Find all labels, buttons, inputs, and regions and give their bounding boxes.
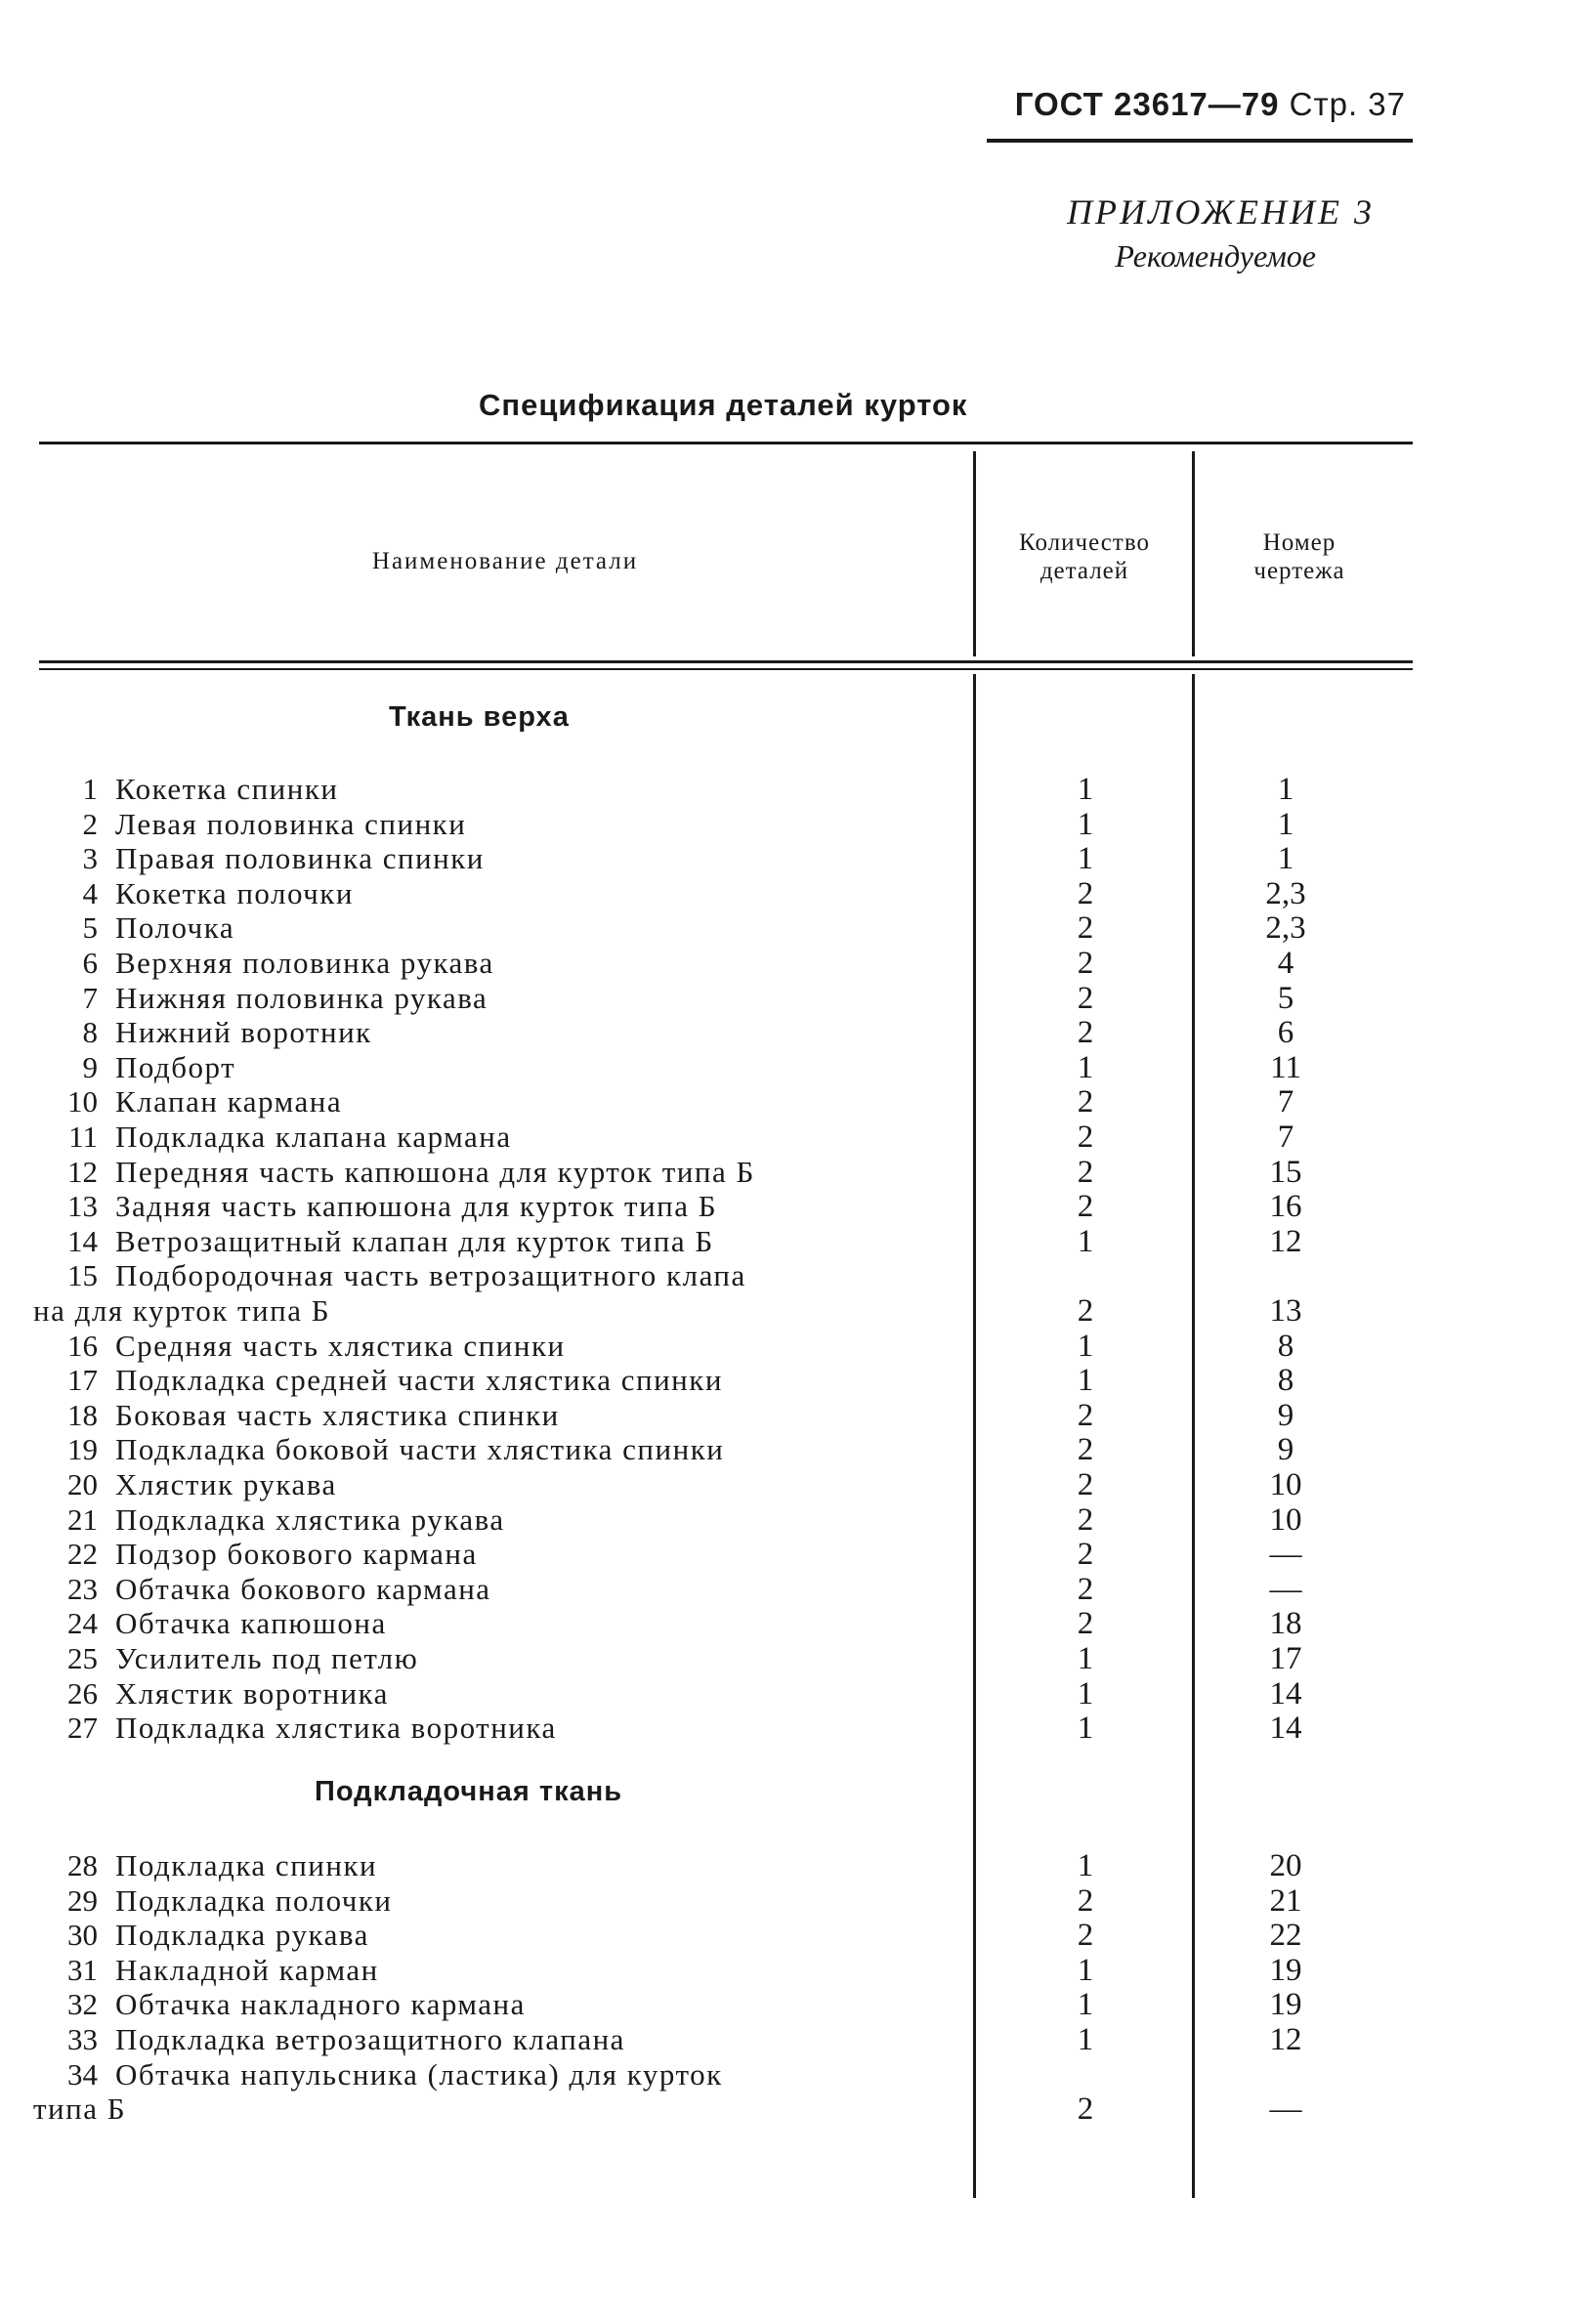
row-name: Кокетка полочки <box>115 875 354 910</box>
row-number: 14 <box>67 1223 98 1258</box>
row-number: 10 <box>67 1084 98 1120</box>
row-number: 24 <box>67 1606 98 1641</box>
row-quantity: 1 <box>1077 1711 1094 1747</box>
row-number: 11 <box>68 1120 98 1154</box>
row-drawing: 1 <box>1277 841 1294 877</box>
row-drawing: 7 <box>1277 1084 1294 1120</box>
row-name: Правая половинка спинки <box>115 841 485 876</box>
row-number: 31 <box>67 1952 98 1987</box>
header-bottom-rule-2 <box>39 668 1413 670</box>
row-number: 15 <box>67 1258 98 1293</box>
row-drawing: 12 <box>1269 1223 1302 1259</box>
row-number: 16 <box>67 1328 98 1363</box>
row-drawing: 8 <box>1277 1328 1294 1364</box>
row-number: 25 <box>67 1641 98 1675</box>
row-number: 7 <box>82 980 98 1015</box>
row-quantity: 1 <box>1077 772 1094 807</box>
row-name: Обтачка капюшона <box>115 1606 387 1641</box>
row-name-continuation: типа Б <box>33 2092 127 2127</box>
document-id: ГОСТ 23617—79 <box>1014 86 1280 122</box>
row-number: 19 <box>67 1432 98 1467</box>
column-header-name: Наименование детали <box>371 548 639 574</box>
row-name: Усилитель под петлю <box>115 1641 419 1675</box>
row-quantity: 2 <box>1077 980 1094 1016</box>
row-drawing: 15 <box>1269 1154 1302 1190</box>
row-drawing: 14 <box>1269 1711 1302 1747</box>
row-quantity: 2 <box>1077 1154 1094 1190</box>
section-title: Ткань верха <box>389 701 570 733</box>
row-quantity: 2 <box>1077 910 1094 947</box>
row-drawing: 4 <box>1277 946 1294 981</box>
row-drawing: 9 <box>1277 1397 1294 1433</box>
row-name: Обтачка бокового кармана <box>115 1571 491 1606</box>
row-name: Подзор бокового кармана <box>115 1537 478 1572</box>
row-drawing: 10 <box>1269 1467 1302 1502</box>
row-quantity: 2 <box>1077 1571 1094 1607</box>
row-drawing: 20 <box>1269 1848 1302 1883</box>
row-drawing: 19 <box>1269 1987 1302 2023</box>
row-quantity: 1 <box>1077 806 1094 842</box>
table-top-rule <box>39 442 1413 444</box>
row-quantity: 2 <box>1077 1120 1094 1155</box>
row-drawing: 17 <box>1269 1641 1302 1676</box>
row-number: 9 <box>82 1049 98 1084</box>
row-number: 12 <box>67 1154 98 1189</box>
row-quantity: 2 <box>1077 1084 1094 1120</box>
row-drawing: 22 <box>1269 1918 1302 1954</box>
row-quantity: 1 <box>1077 1641 1094 1676</box>
row-drawing: — <box>1269 1537 1302 1573</box>
column-divider-1-body <box>973 674 976 2198</box>
row-name: Левая половинка спинки <box>115 806 467 841</box>
row-drawing: 10 <box>1269 1501 1302 1538</box>
row-number: 29 <box>67 1882 98 1918</box>
row-name: Подкладка средней части хлястика спинки <box>115 1363 723 1398</box>
page-header <box>1015 86 1406 123</box>
column-divider-1 <box>973 451 976 656</box>
row-number: 34 <box>67 2056 98 2092</box>
header-bottom-rule <box>39 660 1413 663</box>
row-name: Боковая часть хлястика спинки <box>115 1397 560 1432</box>
row-drawing: — <box>1269 1571 1302 1607</box>
row-number: 3 <box>82 841 98 876</box>
row-number: 22 <box>67 1537 98 1572</box>
row-name: Хлястик рукава <box>115 1467 337 1501</box>
row-number: 32 <box>67 1987 98 2022</box>
row-quantity: 2 <box>1077 1606 1094 1642</box>
row-quantity: 2 <box>1077 875 1094 911</box>
row-number: 23 <box>67 1571 98 1606</box>
row-name: Подкладка спинки <box>115 1848 378 1882</box>
header-rule <box>987 139 1413 143</box>
row-name: Ветрозащитный клапан для курток типа Б <box>115 1223 714 1258</box>
row-number: 30 <box>67 1918 98 1953</box>
row-drawing: 5 <box>1277 980 1294 1016</box>
row-quantity: 2 <box>1077 1189 1094 1225</box>
row-quantity: 2 <box>1077 1293 1094 1329</box>
row-drawing: 1 <box>1277 772 1294 807</box>
row-name: Подкладка клапана кармана <box>115 1120 512 1154</box>
row-name: Обтачка напульсника (ластика) для курток <box>115 2056 723 2092</box>
row-name: Задняя часть капюшона для курток типа Б <box>115 1189 718 1224</box>
column-header-drawing <box>1216 528 1382 585</box>
row-name: Подбородочная часть ветрозащитного клапа <box>115 1258 746 1293</box>
column-header-quantity <box>987 528 1182 585</box>
row-name: Подкладка ветрозащитного клапана <box>115 2022 625 2056</box>
row-number: 33 <box>67 2022 98 2056</box>
row-name: Передняя часть капюшона для курток типа Б <box>115 1154 755 1189</box>
row-name: Подкладка боковой части хлястика спинки <box>115 1432 725 1467</box>
row-name: Накладной карман <box>115 1952 379 1987</box>
row-drawing: 14 <box>1269 1675 1302 1711</box>
row-drawing: 12 <box>1269 2022 1302 2057</box>
row-number: 26 <box>67 1675 98 1711</box>
column-divider-2 <box>1192 451 1195 656</box>
row-drawing: 2,3 <box>1265 875 1306 911</box>
row-quantity: 1 <box>1077 1952 1094 1988</box>
row-quantity: 1 <box>1077 1049 1094 1085</box>
page-number: Стр. 37 <box>1289 86 1406 122</box>
row-number: 4 <box>82 875 98 910</box>
row-quantity: 2 <box>1077 946 1094 981</box>
row-name: Нижняя половинка рукава <box>115 980 488 1015</box>
row-name: Хлястик воротника <box>115 1675 389 1711</box>
row-name: Средняя часть хлястика спинки <box>115 1328 566 1363</box>
row-number: 17 <box>67 1363 98 1398</box>
row-drawing: 6 <box>1277 1015 1294 1051</box>
row-quantity: 2 <box>1077 1537 1094 1573</box>
row-drawing: 11 <box>1270 1049 1301 1085</box>
row-quantity: 2 <box>1077 1501 1094 1538</box>
row-quantity: 2 <box>1077 2092 1094 2128</box>
row-quantity: 1 <box>1077 1675 1094 1711</box>
row-number: 5 <box>82 910 98 946</box>
row-name: Подкладка полочки <box>115 1882 393 1918</box>
row-number: 13 <box>67 1189 98 1224</box>
row-quantity: 2 <box>1077 1918 1094 1954</box>
row-name: Обтачка накладного кармана <box>115 1987 526 2022</box>
row-number: 6 <box>82 946 98 980</box>
row-name: Подборт <box>115 1049 236 1084</box>
row-quantity: 2 <box>1077 1397 1094 1433</box>
row-drawing: 18 <box>1269 1606 1302 1642</box>
row-number: 8 <box>82 1015 98 1050</box>
column-header-drawing-text: Номер чертежа <box>1253 529 1345 584</box>
appendix-subtitle: Рекомендуемое <box>1115 238 1316 274</box>
section-title: Подкладочная ткань <box>315 1776 623 1807</box>
row-quantity: 1 <box>1077 1848 1094 1883</box>
row-name: Подкладка хлястика рукава <box>115 1501 505 1537</box>
row-drawing: 1 <box>1277 806 1294 842</box>
appendix-title: ПРИЛОЖЕНИЕ 3 <box>1067 192 1375 232</box>
row-quantity: 1 <box>1077 1987 1094 2023</box>
row-drawing: 21 <box>1269 1882 1302 1919</box>
page-title: Спецификация деталей курток <box>479 388 968 422</box>
row-drawing: 8 <box>1277 1363 1294 1399</box>
row-drawing: 7 <box>1277 1120 1294 1155</box>
row-number: 1 <box>82 772 98 806</box>
row-name: Подкладка рукава <box>115 1918 369 1953</box>
row-drawing: 16 <box>1269 1189 1302 1225</box>
row-number: 27 <box>67 1711 98 1746</box>
row-drawing: 13 <box>1269 1293 1302 1329</box>
row-name: Кокетка спинки <box>115 772 339 806</box>
column-divider-2-body <box>1192 674 1195 2198</box>
row-name: Клапан кармана <box>115 1084 343 1120</box>
row-quantity: 1 <box>1077 1363 1094 1399</box>
row-quantity: 2 <box>1077 1015 1094 1051</box>
row-number: 20 <box>67 1467 98 1501</box>
row-number: 28 <box>67 1848 98 1882</box>
row-quantity: 2 <box>1077 1432 1094 1468</box>
row-quantity: 2 <box>1077 1467 1094 1502</box>
row-quantity: 1 <box>1077 1223 1094 1259</box>
row-name: Нижний воротник <box>115 1015 372 1050</box>
row-quantity: 1 <box>1077 1328 1094 1364</box>
row-number: 2 <box>82 806 98 841</box>
row-number: 18 <box>67 1397 98 1432</box>
row-drawing: 19 <box>1269 1952 1302 1988</box>
row-name: Подкладка хлястика воротника <box>115 1711 557 1746</box>
column-header-quantity-text: Количество деталей <box>1019 529 1150 584</box>
row-drawing: 9 <box>1277 1432 1294 1468</box>
row-quantity: 2 <box>1077 1882 1094 1919</box>
row-quantity: 1 <box>1077 2022 1094 2057</box>
row-number: 21 <box>67 1501 98 1537</box>
row-name-continuation: на для курток типа Б <box>33 1293 331 1328</box>
row-drawing: — <box>1269 2092 1302 2128</box>
row-name: Полочка <box>115 910 235 946</box>
row-name: Верхняя половинка рукава <box>115 946 494 980</box>
row-quantity: 1 <box>1077 841 1094 877</box>
row-drawing: 2,3 <box>1265 910 1306 947</box>
